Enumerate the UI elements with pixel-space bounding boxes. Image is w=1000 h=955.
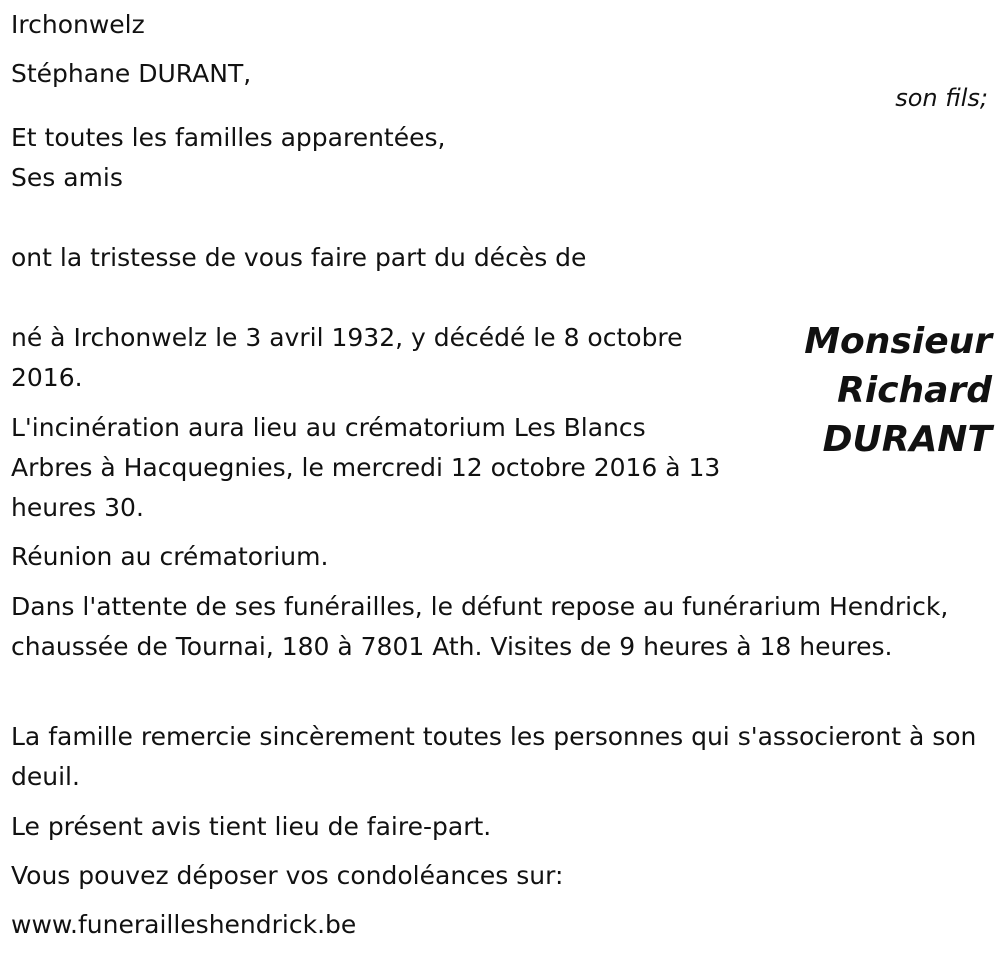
funerarium-paragraph: Dans l'attente de ses funérailles, le défunt repose au funérarium Hendrick, chaussée de Tournai, 180 à 7801 Ath. Visites de 9 heures à 18 heures. [11,592,949,661]
deceased-name [732,317,992,464]
notice-paragraph: Le présent avis tient lieu de faire-part. [11,812,492,841]
website-link[interactable]: www.funerailleshendrick.be [11,910,357,939]
cremation-paragraph: L'incinération aura lieu au crématorium Les Blancs Arbres à Hacquegnies, le mercredi 12 octobre 2016 à 13 heures 30. [11,413,721,522]
son-relation: son fils; [895,84,988,112]
friends-line: Ses amis [11,163,123,192]
announcement-line: ont la tristesse de vous faire part du décès de [11,243,587,272]
deceased-title: Monsieur [804,321,992,362]
son-name: Stéphane DURANT, [11,59,252,88]
meeting-paragraph: Réunion au crématorium. [11,542,329,571]
thanks-paragraph: La famille remercie sincèrement toutes les personnes qui s'associeront à son deuil. [11,722,977,791]
birth-death-paragraph: né à Irchonwelz le 3 avril 1932, y décédé le 8 octobre 2016. [11,323,683,392]
place-name: Irchonwelz [11,10,145,39]
deceased-last-name: DURANT [822,419,992,460]
families-line: Et toutes les familles apparentées, [11,123,446,152]
condolences-paragraph: Vous pouvez déposer vos condoléances sur: [11,861,564,890]
deceased-first-name: Richard [837,370,992,411]
